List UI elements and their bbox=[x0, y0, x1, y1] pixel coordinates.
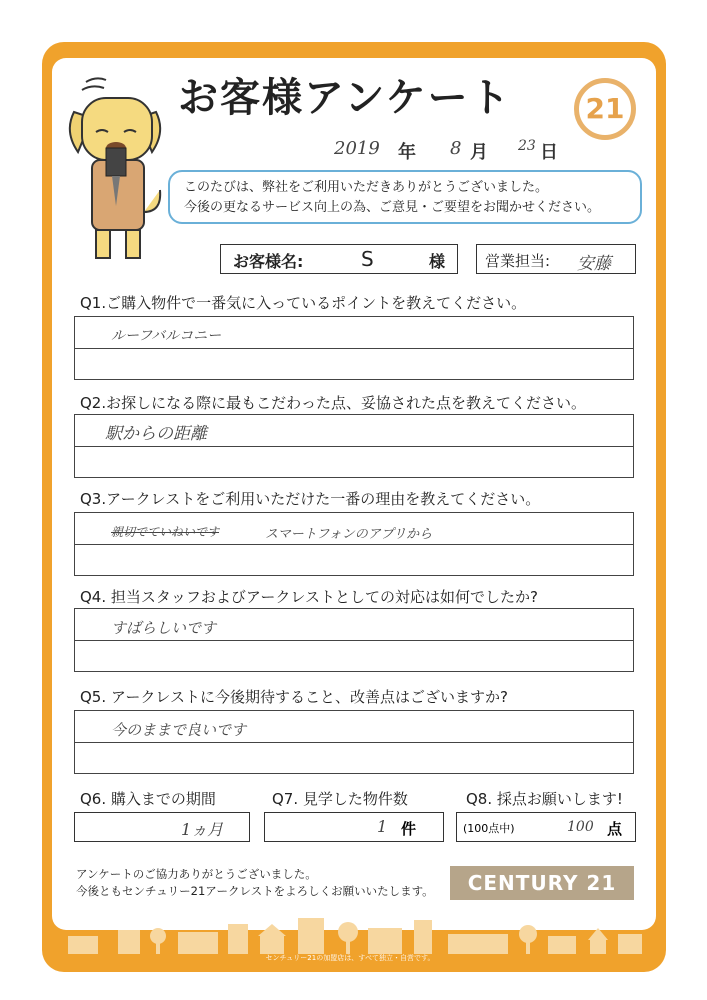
customer-name-label: お客様名: bbox=[233, 252, 304, 271]
greeting-line-2: 今後の更なるサービス向上の為、ご意見・ご要望をお聞かせください。 bbox=[184, 200, 601, 215]
date-day-unit: 日 bbox=[540, 142, 558, 163]
answer-7-box bbox=[264, 812, 444, 842]
date-year: 2019 bbox=[334, 138, 380, 159]
answer-3-struck-text: 親切でていねいです bbox=[111, 525, 220, 539]
answer-box-5 bbox=[74, 710, 634, 774]
answer-1-text: ルーフバルコニー bbox=[111, 328, 222, 344]
customer-name-box bbox=[220, 244, 458, 274]
answer-7-unit: 件 bbox=[401, 820, 417, 838]
town-skyline-illustration bbox=[58, 910, 650, 954]
answer-divider bbox=[75, 446, 633, 447]
customer-name-suffix: 様 bbox=[429, 252, 446, 271]
thank-you-line-2: 今後ともセンチュリー21アークレストをよろしくお願いいたします。 bbox=[76, 884, 434, 898]
answer-box-2 bbox=[74, 414, 634, 478]
answer-divider bbox=[75, 348, 633, 349]
survey-title: お客様アンケート bbox=[178, 75, 512, 121]
answer-8-box bbox=[456, 812, 636, 842]
answer-box-1 bbox=[74, 316, 634, 380]
sales-staff-box bbox=[476, 244, 636, 274]
greeting-bubble bbox=[168, 170, 642, 224]
question-3: Q3.アークレストをご利用いただけた一番の理由を教えてください。 bbox=[80, 490, 541, 508]
answer-divider bbox=[75, 640, 633, 641]
answer-4-text: すばらしいです bbox=[111, 619, 217, 637]
date-day: 23 bbox=[518, 138, 536, 154]
sales-staff-value: 安藤 bbox=[577, 254, 611, 274]
answer-5-text: 今のままで良いです bbox=[111, 721, 247, 739]
thank-you-line-1: アンケートのご協力ありがとうございました。 bbox=[76, 867, 317, 881]
answer-box-4 bbox=[74, 608, 634, 672]
answer-8-value: 100 bbox=[567, 819, 594, 835]
question-5: Q5. アークレストに今後期待すること、改善点はございますか? bbox=[80, 688, 508, 706]
answer-6-value: 1ヵ月 bbox=[181, 820, 224, 839]
answer-divider bbox=[75, 544, 633, 545]
century21-brand-logo: CENTURY 21 bbox=[450, 866, 634, 900]
thank-you-text bbox=[76, 866, 434, 900]
answer-7-value: 1 bbox=[377, 817, 388, 836]
answer-3-text: スマートフォンのアプリから bbox=[265, 527, 433, 542]
sales-staff-label: 営業担当: bbox=[485, 252, 551, 270]
answer-8-unit: 点 bbox=[607, 820, 623, 838]
mascot-dog-illustration bbox=[56, 72, 176, 272]
question-1: Q1.ご購入物件で一番気に入っているポイントを教えてください。 bbox=[80, 294, 527, 312]
date-month-unit: 月 bbox=[470, 142, 488, 163]
answer-box-3 bbox=[74, 512, 634, 576]
answer-divider bbox=[75, 742, 633, 743]
franchise-disclaimer: センチュリー21の加盟店は、すべて独立・自営です。 bbox=[265, 954, 435, 962]
question-7: Q7. 見学した物件数 bbox=[272, 790, 408, 808]
question-2: Q2.お探しになる際に最もこだわった点、妥協された点を教えてください。 bbox=[80, 394, 586, 412]
customer-name-value: S bbox=[361, 247, 374, 271]
answer-6-box bbox=[74, 812, 250, 842]
date-month: 8 bbox=[450, 138, 462, 159]
question-6: Q6. 購入までの期間 bbox=[80, 790, 216, 808]
answer-2-text: 駅からの距離 bbox=[105, 424, 207, 444]
question-8: Q8. 採点お願いします! bbox=[466, 790, 623, 808]
answer-8-prefix: (100点中) bbox=[463, 822, 515, 835]
greeting-line-1: このたびは、弊社をご利用いただきありがとうございました。 bbox=[184, 180, 549, 195]
date-row bbox=[330, 138, 580, 168]
date-year-unit: 年 bbox=[398, 142, 416, 163]
century21-circle-logo: 21 bbox=[574, 78, 636, 140]
question-4: Q4. 担当スタッフおよびアークレストとしての対応は如何でしたか? bbox=[80, 588, 538, 606]
